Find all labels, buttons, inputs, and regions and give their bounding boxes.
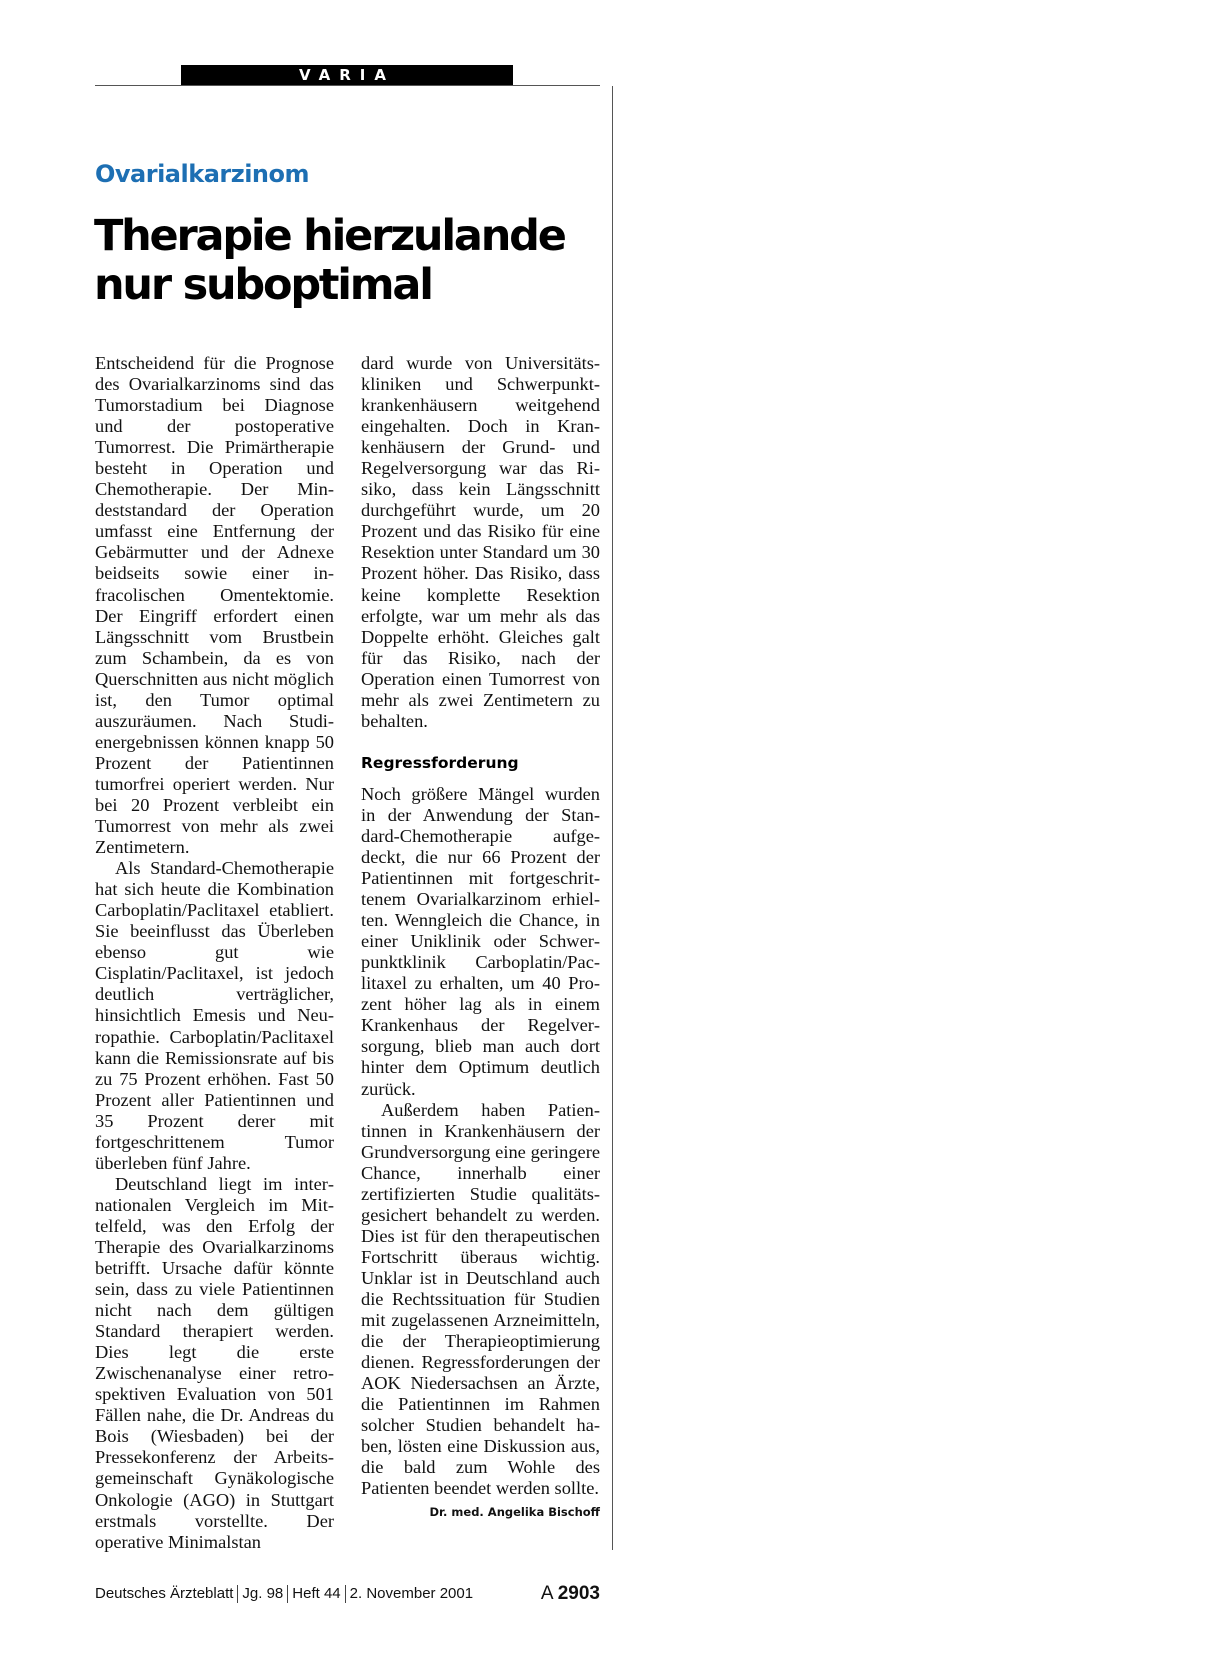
footer-separator: [287, 1585, 288, 1603]
page-number-value: 2903: [557, 1583, 600, 1604]
page-prefix: A: [540, 1583, 553, 1604]
article-column-left: [95, 353, 334, 1553]
article-kicker: Ovarialkarzinom: [95, 160, 309, 188]
paragraph-text: Außerdem haben Patientinnen in Krankenhäusern der Grundversorgung eine geringere Chance, innerhalb einer zertifizierten Studie qualitätsgesichert behandelt zu werden. Dies ist für den therapeutischen Fortschritt überaus wichtig. Unklar ist in Deutschland auch die Rechtssituation für Studien mit zugelassenen Arzneimitteln, die der Therapieoptimierung dienen. Regressforderungen der AOK Niedersachsen an Ärzte, die Patientinnen im Rahmen solcher Studien behandelt haben, lösten eine Diskussion aus, die bald zum Wohle des Patienten beendet werden sollte.: [361, 1099, 600, 1499]
subheading: Regressforderung: [361, 753, 519, 772]
author-byline: Dr. med. Angelika Bischoff: [429, 1505, 600, 1520]
article-title: Therapie hierzulande nur suboptimal: [94, 211, 565, 310]
paragraph: Deutschland liegt im internationalen Vergleich im Mittelfeld, was den Erfolg der Therapie des Ovarialkarzinoms betrifft. Ursache dafür könnte sein, dass zu viele Patientinnen nicht nach dem gültigen Standard therapiert werden. Dies legt die erste Zwischenanalyse einer retrospektiven Evaluation von 501 Fällen nahe, die Dr. Andreas du Bois (Wiesbaden) bei der Pressekonferenz der Arbeitsgemeinschaft Gynäkologische Onkologie (AGO) in Stuttgart erstmals vorstellte. Der operative Minimalstan: [95, 1173, 334, 1552]
footer-separator: [237, 1585, 238, 1603]
top-rule: [95, 85, 600, 86]
page-footer: [95, 1585, 600, 1609]
paragraph: Als Standard-Chemotherapie hat sich heute die Kombination Carboplatin/Paclitaxel etabliert. Sie beeinflusst das Überleben ebenso gut wie Cisplatin/Paclitaxel, ist jedoch deutlich verträglicher, hinsichtlich Emesis und Neuropathie. Carboplatin/Paclitaxel kann die Remissionsrate auf bis zu 75 Prozent erhöhen. Fast 50 Prozent aller Patientinnen und 35 Prozent derer mit fortgeschrittenem Tumor überleben fünf Jahre.: [95, 858, 334, 1173]
footer-separator: [345, 1585, 346, 1603]
paragraph: dard wurde von Universitätskliniken und Schwerpunktkrankenhäusern weitgehend eingehalten. Doch in Krankenhäusern der Grund- und Regelversorgung war das Risiko, dass kein Längsschnitt durchgeführt wurde, um 20 Prozent und das Risiko für eine Resektion unter Standard um 30 Prozent höher. Das Risiko, dass keine komplette Resektion erfolgte, war um mehr als das Doppelte erhöht. Gleiches galt für das Risiko, nach der Operation einen Tumorrest von mehr als zwei Zentimetern zu behalten.: [361, 353, 600, 731]
journal-name: Deutsches Ärzteblatt: [95, 1585, 234, 1602]
column-rule: [612, 86, 613, 1550]
page-number: [541, 1583, 600, 1605]
paragraph: Entscheidend für die Prognose des Ovarialkarzinoms sind das Tumorstadium bei Diagnose und der postoperative Tumorrest. Die Primärtherapie besteht in Operation und Chemotherapie. Der Mindeststandard der Operation umfasst eine Entfernung der Gebärmutter und der Adnexe beidseits sowie einer infracolischen Omentektomie. Der Eingriff erfordert einen Längsschnitt vom Brustbein zum Schambein, da es von Querschnitten aus nicht möglich ist, den Tumor optimal auszuräumen. Nach Studienergebnissen können knapp 50 Prozent der Patientinnen tumorfrei operiert werden. Nur bei 20 Prozent verbleibt ein Tumorrest von mehr als zwei Zentimetern.: [95, 353, 334, 858]
journal-volume: Jg. 98: [242, 1585, 284, 1602]
article-column-right: [361, 353, 600, 1523]
issue-date: 2. November 2001: [349, 1585, 474, 1602]
section-label: VARIA: [299, 66, 395, 84]
journal-issue: Heft 44: [292, 1585, 341, 1602]
section-label-bar: [181, 65, 513, 85]
paragraph: Noch größere Mängel wurden in der Anwendung der Standard-Chemotherapie aufgedeckt, die nur 66 Prozent der Patientinnen mit fortgeschrittenem Ovarialkarzinom erhielten. Wenngleich die Chance, in einer Uniklinik oder Schwerpunktklinik Carboplatin/Paclitaxel zu erhalten, um 40 Prozent höher lag als in einem Krankenhaus der Regelversorgung, blieb man auch dort hinter dem Optimum deutlich zurück.: [361, 783, 600, 1099]
paragraph: [361, 1099, 600, 1520]
